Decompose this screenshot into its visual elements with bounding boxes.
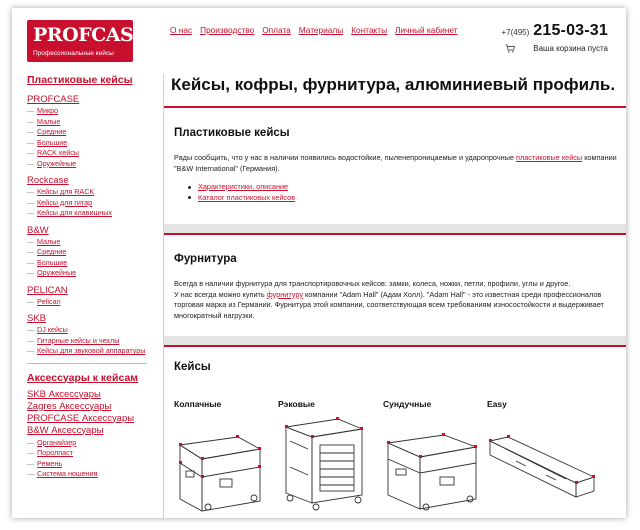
text-fragment: У нас всегда можно купить xyxy=(174,289,267,299)
list-item: — Малые xyxy=(27,236,61,246)
sidebar-item-weapon[interactable]: Оружейные xyxy=(37,158,77,168)
cart-icon[interactable] xyxy=(505,44,515,53)
sidebar-link-skb-accessories[interactable]: SKB Аксессуары xyxy=(27,388,101,400)
list-item: — Кейсы для гитар xyxy=(27,197,93,207)
section-title-hardware: Фурнитура xyxy=(174,253,237,265)
text-fragment: компании "Adam Hall" (Адам Холл). "Adam Hall" - это известная среди профессионалов торговая марка из Германии. Фурнитура этой компании, соответствующая всем требованиям износостойкости и выдерживает многократный нагрузки. xyxy=(174,289,604,320)
nav-materials[interactable]: Материалы xyxy=(298,25,344,35)
list-item: — Гитарные кейсы и чехлы xyxy=(27,335,120,345)
nav-production[interactable]: Производство xyxy=(200,25,255,35)
list-item: — Кейсы для звуковой аппаратуры xyxy=(27,346,146,355)
cart-status: Ваша корзина пуста xyxy=(533,44,608,53)
sidebar-item-organizer[interactable]: Органайзер xyxy=(37,437,77,447)
sidebar-item-medium[interactable]: Средние xyxy=(37,127,67,136)
sidebar-link-bw-accessories[interactable]: B&W Аксессуары xyxy=(27,424,104,436)
logo-brand: PROFCASE xyxy=(33,24,148,46)
sidebar-sublist-rockcase xyxy=(27,187,153,219)
nav-contacts[interactable]: Контакты xyxy=(351,25,388,35)
section-text-plastic xyxy=(174,153,619,174)
sidebar xyxy=(27,74,153,486)
sidebar-item-dj-cases[interactable]: DJ кейсы xyxy=(37,325,68,334)
sidebar-item-micro[interactable]: Микро xyxy=(37,106,59,115)
sidebar-sublist-profcase xyxy=(27,106,153,169)
case-type-rack[interactable]: Рэковые xyxy=(278,399,315,409)
text-fragment: компании "B&W International" (Германия). xyxy=(174,153,617,173)
nav-about[interactable]: О нас xyxy=(170,25,193,35)
sidebar-item-bw-large[interactable]: Большие xyxy=(37,257,68,267)
sidebar-item-bw-weapon[interactable]: Оружейные xyxy=(37,268,77,277)
nav-account[interactable]: Личный кабинет xyxy=(395,25,458,35)
list-item: — Pelican xyxy=(27,296,61,306)
list-item: — Система ношения xyxy=(27,469,98,478)
section-gap xyxy=(164,224,626,233)
sidebar-category-profcase[interactable]: PROFCASE xyxy=(27,94,80,105)
section-text-hardware xyxy=(174,279,619,321)
list-item xyxy=(188,193,295,204)
sidebar-item-strap[interactable]: Ремень xyxy=(37,458,63,468)
list-item: — Оружейные xyxy=(27,158,77,168)
sidebar-heading-accessories[interactable]: Аксессуары к кейсам xyxy=(27,371,139,384)
sidebar-divider xyxy=(27,363,147,364)
list-item: — Поролпаст xyxy=(27,448,73,457)
link-hardware[interactable]: фурнитуру xyxy=(266,289,303,299)
bullet-icon xyxy=(188,196,191,199)
sidebar-item-pelican[interactable]: Pelican xyxy=(37,296,61,306)
list-item: — Малые xyxy=(27,116,61,126)
list-item xyxy=(188,182,295,193)
sidebar-item-bw-medium[interactable]: Средние xyxy=(37,247,67,256)
case-type-easy[interactable]: Easy xyxy=(487,399,507,409)
plastic-links-list xyxy=(188,182,295,203)
sidebar-sublist-accessories xyxy=(27,438,153,480)
sidebar-category-rockcase[interactable]: Rockcase xyxy=(27,175,69,186)
page-frame xyxy=(12,8,626,518)
list-item: — Кейсы для клавишных xyxy=(27,208,112,217)
sidebar-sublist-pelican xyxy=(27,297,153,308)
sidebar-category-bw[interactable]: B&W xyxy=(27,224,49,236)
section-title-cases: Кейсы xyxy=(174,361,211,373)
text-fragment: Всегда в наличии фурнитура для транспортировочных кейсов: замки, колеса, ножки, петли, профили, углы и другое. xyxy=(174,279,571,288)
easy-case-image[interactable] xyxy=(486,433,598,513)
cart[interactable] xyxy=(505,44,608,53)
sidebar-heading-plastic-cases[interactable]: Пластиковые кейсы xyxy=(27,74,133,86)
sidebar-item-large[interactable]: Большие xyxy=(37,137,68,147)
sidebar-link-zagres-accessories[interactable]: Zagres Аксессуары xyxy=(27,400,112,412)
sidebar-item-carry-system[interactable]: Система ношения xyxy=(37,469,98,478)
sidebar-item-guitar-bags[interactable]: Гитарные кейсы и чехлы xyxy=(37,335,120,345)
list-item: — Ремень xyxy=(27,458,63,468)
sidebar-item-guitar-cases[interactable]: Кейсы для гитар xyxy=(37,197,93,207)
list-item: — Средние xyxy=(27,247,67,256)
list-item: — Микро xyxy=(27,106,59,115)
sidebar-link-profcase-accessories[interactable]: PROFCASE Аксессуары xyxy=(27,412,135,424)
list-item: — Органайзер xyxy=(27,437,77,447)
link-plastic-cases[interactable]: пластиковые кейсы xyxy=(516,153,583,162)
sidebar-sublist-skb xyxy=(27,325,153,357)
sidebar-item-small[interactable]: Малые xyxy=(37,116,61,126)
section-cases xyxy=(164,347,626,518)
bullet-icon xyxy=(188,186,191,189)
rack-case-image[interactable] xyxy=(276,407,374,515)
list-item: — Оружейные xyxy=(27,268,77,277)
case-type-lid[interactable]: Колпачные xyxy=(174,399,222,409)
page-title: Кейсы, кофры, фурнитура, алюминиевый профиль. xyxy=(171,75,616,94)
link-catalog[interactable]: Каталог пластиковых кейсов xyxy=(198,192,296,202)
trunk-case-image[interactable] xyxy=(382,427,482,517)
phone-number: 215-03-31 xyxy=(533,22,608,39)
list-item: — Большие xyxy=(27,137,68,147)
sidebar-item-rack-cases[interactable]: Кейсы для RACK xyxy=(37,187,95,196)
sidebar-sublist-bw xyxy=(27,237,153,279)
nav-payment[interactable]: Оплата xyxy=(262,25,291,35)
list-item: — DJ кейсы xyxy=(27,325,68,334)
list-item: — RACK кейсы xyxy=(27,148,79,157)
list-item: — Кейсы для RACK xyxy=(27,187,95,196)
sidebar-item-rack[interactable]: RACK кейсы xyxy=(37,148,79,157)
sidebar-item-keyboard-cases[interactable]: Кейсы для клавишных xyxy=(37,208,112,217)
sidebar-item-foam[interactable]: Поролпаст xyxy=(37,448,73,457)
top-navigation xyxy=(170,25,457,35)
section-hardware xyxy=(164,235,626,336)
section-title-plastic: Пластиковые кейсы xyxy=(174,127,290,139)
logo-subtitle: Профессиональные кейсы xyxy=(33,50,114,57)
sidebar-item-bw-small[interactable]: Малые xyxy=(37,236,61,246)
link-specifications[interactable]: Характеристики, описание xyxy=(198,182,289,191)
list-item: — Большие xyxy=(27,257,68,267)
sidebar-category-skb[interactable]: SKB xyxy=(27,313,47,324)
lid-case-image[interactable] xyxy=(172,419,268,515)
case-type-trunk[interactable]: Сундучные xyxy=(383,399,432,409)
sidebar-category-pelican[interactable]: PELICAN xyxy=(27,284,68,296)
phone xyxy=(501,22,608,40)
sidebar-item-audio-cases[interactable]: Кейсы для звуковой аппаратуры xyxy=(37,346,146,355)
phone-code: +7(495) xyxy=(501,28,530,37)
text-fragment: Рады сообщить, что у нас в наличии появились водостойкие, пыленепроницаемые и ударопрочные xyxy=(174,153,516,162)
logo[interactable] xyxy=(27,20,148,62)
list-item: — Средние xyxy=(27,127,67,136)
section-gap xyxy=(164,336,626,345)
section-plastic-cases xyxy=(164,108,626,224)
